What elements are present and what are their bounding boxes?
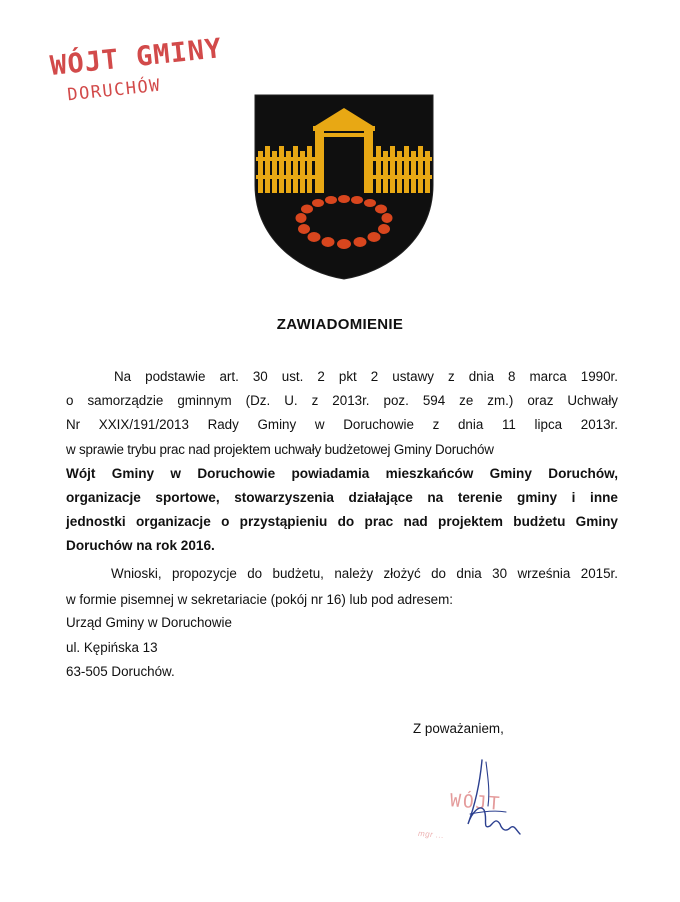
coat-of-arms-icon (253, 93, 435, 281)
stamp-line-2: DORUCHÓW (66, 75, 162, 106)
gate-post-right (364, 131, 373, 193)
request-line-2: w formie pisemnej w sekretariacie (pokój nr 16) lub pod adresem: (66, 592, 454, 607)
bold-line-2: organizacje sportowe, stowarzyszenia działające na terenie gminy i inne (66, 490, 618, 505)
signature-name-stamp: mgr ... (417, 828, 445, 841)
address-name: Urząd Gminy w Doruchowie (66, 615, 232, 630)
bold-line-1: Wójt Gminy w Doruchowie powiadamia mieszkańców Gminy Doruchów, (66, 466, 618, 481)
signature-stamp: WÓJT (449, 790, 503, 815)
intro-line-4: w sprawie trybu prac nad projektem uchwały budżetowej Gminy Doruchów (66, 442, 494, 457)
gate-beam (324, 133, 364, 137)
intro-line-2: o samorządzie gminnym (Dz. U. z 2013r. poz. 594 ze zm.) oraz Uchwały (66, 393, 618, 408)
document-title: ZAWIADOMIENIE (276, 316, 404, 333)
address-city: 63-505 Doruchów. (66, 664, 175, 679)
bold-line-3: jednostki organizacje o przystąpieniu do prac nad projektem budżetu Gminy (66, 514, 618, 529)
closing-greeting: Z poważaniem, (413, 721, 504, 736)
request-line-1: Wnioski, propozycje do budżetu, należy złożyć do dnia 30 września 2015r. (111, 566, 618, 581)
address-street: ul. Kępińska 13 (66, 640, 158, 655)
fence-left (256, 146, 316, 193)
stamp-line-1: WÓJT GMINY (48, 33, 224, 82)
handwritten-signature-icon (410, 752, 550, 862)
fence-right (372, 146, 432, 193)
bold-line-4: Doruchów na rok 2016. (66, 538, 215, 553)
gate-lintel (313, 126, 375, 131)
intro-line-1: Na podstawie art. 30 ust. 2 pkt 2 ustawy z dnia 8 marca 1990r. (114, 369, 618, 384)
intro-line-3: Nr XXIX/191/2013 Rady Gminy w Doruchowie z dnia 11 lipca 2013r. (66, 417, 618, 432)
gate-post-left (315, 131, 324, 193)
office-stamp (40, 27, 224, 113)
